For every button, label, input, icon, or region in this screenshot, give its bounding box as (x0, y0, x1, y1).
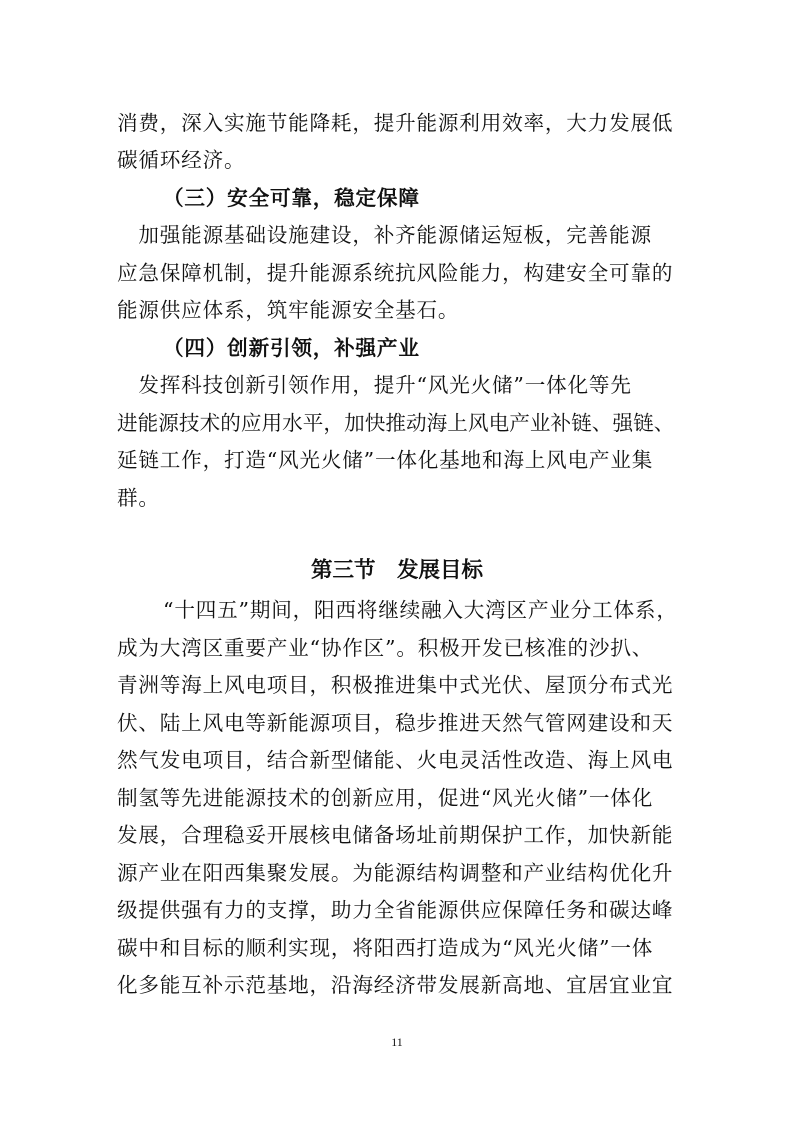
body-text-line: 应急保障机制，提升能源系统抗风险能力，构建安全可靠的 (117, 261, 674, 285)
subsection-heading: （四）创新引领，补强产业 (163, 336, 420, 360)
body-text-line: 伏、陆上风电等新能源项目，稳步推进天然气管网建设和天 (117, 711, 674, 735)
body-text-line: 青洲等海上风电项目，积极推进集中式光伏、屋顶分布式光 (117, 673, 674, 697)
body-text-line: 进能源技术的应用水平，加快推动海上风电产业补链、强链、 (117, 411, 675, 435)
body-text-line: 消费，深入实施节能降耗，提升能源利用效率，大力发展低 (117, 111, 674, 135)
body-text-line: 延链工作，打造“风光火储”一体化基地和海上风电产业集 (117, 448, 654, 472)
body-text-line: 化多能互补示范基地，沿海经济带发展新高地、宜居宜业宜 (117, 973, 674, 997)
body-text-line: 制氢等先进能源技术的创新应用，促进“风光火储”一体化 (117, 786, 654, 810)
body-text-line: 发展，合理稳妥开展核电储备场址前期保护工作，加快新能 (117, 823, 674, 847)
subsection-heading: （三）安全可靠，稳定保障 (163, 186, 420, 210)
body-text-line: 源产业在阳西集聚发展。为能源结构调整和产业结构优化升 (117, 861, 674, 885)
body-text-line: 碳中和目标的顺利实现，将阳西打造成为“风光火储”一体 (117, 936, 654, 960)
body-text-line: 然气发电项目，结合新型储能、火电灵活性改造、海上风电 (117, 748, 674, 772)
body-text-line: “十四五”期间，阳西将继续融入大湾区产业分工体系， (163, 598, 678, 622)
section-title: 第三节 发展目标 (310, 558, 483, 583)
body-text-line: 群。 (117, 486, 160, 510)
body-text-line: 碳循环经济。 (117, 148, 246, 172)
body-text-line: 成为大湾区重要产业“协作区”。积极开发已核准的沙扒、 (117, 636, 654, 660)
body-text-line: 级提供强有力的支撑，助力全省能源供应保障任务和碳达峰 (117, 898, 674, 922)
page-number: 11 (391, 1035, 403, 1049)
body-text-line: 发挥科技创新引领作用，提升“风光火储”一体化等先 (117, 373, 632, 397)
body-text-line: 加强能源基础设施建设，补齐能源储运短板，完善能源 (117, 223, 652, 247)
body-text-line: 能源供应体系，筑牢能源安全基石。 (117, 298, 460, 322)
